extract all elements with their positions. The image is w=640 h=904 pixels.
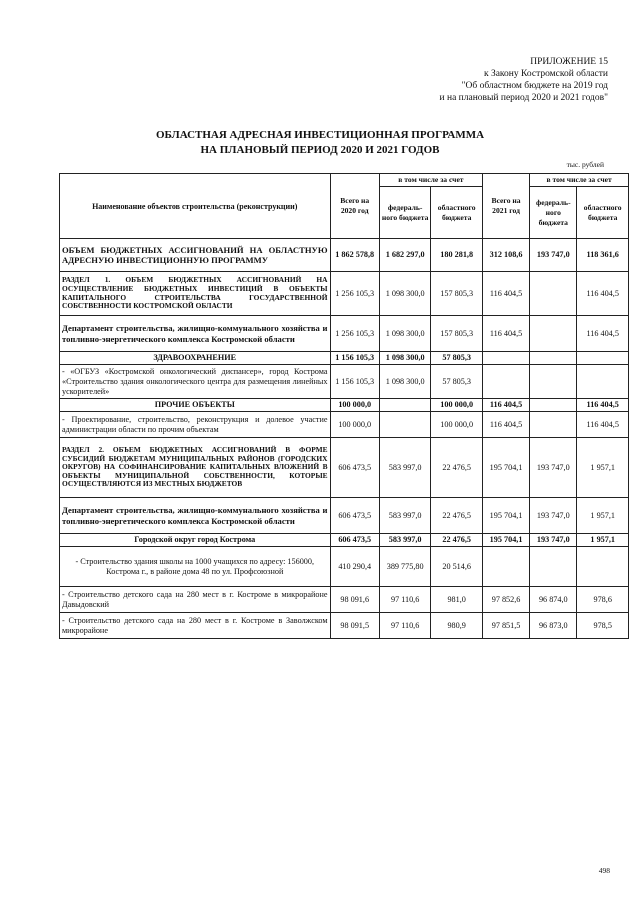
cell-federal-2021: 96 873,0 [530, 613, 577, 639]
header-federal-2021: федераль-ного бюджета [530, 187, 577, 239]
cell-regional-2021: 978,5 [577, 613, 629, 639]
cell-total-2020: 606 473,5 [330, 498, 379, 534]
cell-regional-2021: 116 404,5 [577, 412, 629, 438]
cell-total-2021: 116 404,5 [482, 316, 529, 352]
appendix-line-1: ПРИЛОЖЕНИЕ 15 [530, 57, 608, 67]
cell-regional-2020: 57 805,3 [431, 352, 483, 365]
cell-total-2021: 97 852,6 [482, 587, 529, 613]
cell-regional-2020: 980,9 [431, 613, 483, 639]
cell-federal-2021: 193 747,0 [530, 438, 577, 498]
cell-total-2020: 410 290,4 [330, 547, 379, 587]
cell-total-2021 [482, 365, 529, 399]
cell-federal-2021 [530, 272, 577, 316]
header-name: Наименование объектов строительства (реконструкции) [60, 174, 331, 239]
cell-federal-2020: 1 098 300,0 [379, 365, 431, 399]
cell-federal-2021: 193 747,0 [530, 498, 577, 534]
table-row [60, 239, 629, 272]
cell-regional-2021 [577, 547, 629, 587]
cell-total-2021 [482, 352, 529, 365]
row-name: - Строительство здания школы на 1000 учащихся по адресу: 156000, Кострома г., в районе дома 48 по ул. Профсоюзной [60, 547, 331, 587]
row-name: Департамент строительства, жилищно-коммунального хозяйства и топливно-энергетического комплекса Костромской области [60, 498, 331, 534]
row-name: - «ОГБУЗ «Костромской онкологический диспансер», город Кострома «Строительство здания онкологического центра для размещения линейных ускорителей» [60, 365, 331, 399]
cell-regional-2021 [577, 352, 629, 365]
appendix-line-4: и на плановый период 2020 и 2021 годов" [439, 93, 608, 103]
row-name: РАЗДЕЛ 2. ОБЪЕМ БЮДЖЕТНЫХ АССИГНОВАНИЙ В ФОРМЕ СУБСИДИЙ БЮДЖЕТАМ МУНИЦИПАЛЬНЫХ РАЙОНОВ (ГОРОДСКИХ ОКРУГОВ) НА СОФИНАНСИРОВАНИЕ КАПИТАЛЬНЫХ ВЛОЖЕНИЙ В ОБЪЕКТЫ МУНИЦИПАЛЬНОЙ СОБСТВЕННОСТИ, КОТОРЫЕ ОСУЩЕСТВЛЯЮТСЯ ИЗ МЕСТНЫХ БЮДЖЕТОВ [60, 438, 331, 498]
cell-regional-2021: 116 404,5 [577, 399, 629, 412]
cell-total-2020: 98 091,5 [330, 613, 379, 639]
cell-regional-2020: 981,0 [431, 587, 483, 613]
table-row [60, 412, 629, 438]
row-name: - Строительство детского сада на 280 мест в г. Костроме в микрорайоне Давыдовский [60, 587, 331, 613]
table-row [60, 547, 629, 587]
cell-regional-2021: 118 361,6 [577, 239, 629, 272]
row-name: - Проектирование, строительство, реконструкция и долевое участие администрации области по прочим объектам [60, 412, 331, 438]
table-row [60, 498, 629, 534]
cell-total-2020: 1 156 105,3 [330, 352, 379, 365]
cell-regional-2021: 1 957,1 [577, 534, 629, 547]
cell-federal-2020: 1 682 297,0 [379, 239, 431, 272]
units-label: тыс. рублей [566, 160, 604, 169]
cell-total-2021: 116 404,5 [482, 412, 529, 438]
table-row [60, 534, 629, 547]
table-row [60, 613, 629, 639]
investment-table [59, 173, 629, 639]
cell-total-2020: 1 156 105,3 [330, 365, 379, 399]
cell-regional-2021: 978,6 [577, 587, 629, 613]
cell-federal-2020: 583 997,0 [379, 498, 431, 534]
cell-total-2020: 1 862 578,8 [330, 239, 379, 272]
cell-total-2020: 100 000,0 [330, 412, 379, 438]
document-title [0, 128, 640, 158]
cell-regional-2020: 100 000,0 [431, 412, 483, 438]
header-federal-2020: федераль-ного бюджета [379, 187, 431, 239]
row-name: ПРОЧИЕ ОБЪЕКТЫ [60, 399, 331, 412]
cell-total-2021: 195 704,1 [482, 534, 529, 547]
cell-regional-2020: 20 514,6 [431, 547, 483, 587]
table-row [60, 438, 629, 498]
cell-total-2021: 116 404,5 [482, 399, 529, 412]
header-total-2020: Всего на 2020 год [330, 174, 379, 239]
header-regional-2020: областного бюджета [431, 187, 483, 239]
cell-total-2020: 606 473,5 [330, 534, 379, 547]
cell-federal-2021: 96 874,0 [530, 587, 577, 613]
cell-regional-2021: 1 957,1 [577, 438, 629, 498]
cell-federal-2021 [530, 316, 577, 352]
cell-total-2021: 195 704,1 [482, 498, 529, 534]
cell-regional-2020: 180 281,8 [431, 239, 483, 272]
title-line-1: ОБЛАСТНАЯ АДРЕСНАЯ ИНВЕСТИЦИОННАЯ ПРОГРАММА [155, 129, 485, 141]
cell-total-2021: 195 704,1 [482, 438, 529, 498]
cell-federal-2020: 1 098 300,0 [379, 316, 431, 352]
row-name: Департамент строительства, жилищно-коммунального хозяйства и топливно-энергетического комплекса Костромской области [60, 316, 331, 352]
row-name: Городской округ город Кострома [60, 534, 331, 547]
cell-federal-2021 [530, 412, 577, 438]
cell-total-2020: 100 000,0 [330, 399, 379, 412]
cell-total-2021 [482, 547, 529, 587]
cell-total-2020: 1 256 105,3 [330, 316, 379, 352]
cell-regional-2021: 1 957,1 [577, 498, 629, 534]
cell-total-2020: 98 091,6 [330, 587, 379, 613]
cell-regional-2021: 116 404,5 [577, 316, 629, 352]
cell-total-2021: 116 404,5 [482, 272, 529, 316]
cell-federal-2020: 583 997,0 [379, 438, 431, 498]
cell-total-2021: 312 108,6 [482, 239, 529, 272]
cell-federal-2020 [379, 412, 431, 438]
cell-regional-2020: 157 805,3 [431, 272, 483, 316]
cell-federal-2020: 583 997,0 [379, 534, 431, 547]
table-row [60, 365, 629, 399]
row-name: РАЗДЕЛ 1. ОБЪЕМ БЮДЖЕТНЫХ АССИГНОВАНИЙ НА ОСУЩЕСТВЛЕНИЕ БЮДЖЕТНЫХ ИНВЕСТИЦИЙ В ОБЪЕКТЫ КАПИТАЛЬНОГО СТРОИТЕЛЬСТВА ГОСУДАРСТВЕННОЙ СОБСТВЕННОСТИ КОСТРОМСКОЙ ОБЛАСТИ [60, 272, 331, 316]
header-including-2020: в том числе за счет [379, 174, 482, 187]
title-line-2: НА ПЛАНОВЫЙ ПЕРИОД 2020 И 2021 ГОДОВ [200, 144, 440, 156]
cell-federal-2020: 1 098 300,0 [379, 352, 431, 365]
cell-regional-2020: 22 476,5 [431, 438, 483, 498]
cell-federal-2021 [530, 547, 577, 587]
header-regional-2021: областного бюджета [577, 187, 629, 239]
cell-federal-2020: 1 098 300,0 [379, 272, 431, 316]
cell-regional-2020: 22 476,5 [431, 534, 483, 547]
cell-federal-2021 [530, 352, 577, 365]
cell-federal-2021: 193 747,0 [530, 534, 577, 547]
cell-regional-2021: 116 404,5 [577, 272, 629, 316]
appendix-line-2: к Закону Костромской области [483, 69, 608, 79]
cell-total-2020: 606 473,5 [330, 438, 379, 498]
cell-federal-2021 [530, 399, 577, 412]
table-row [60, 399, 629, 412]
cell-total-2021: 97 851,5 [482, 613, 529, 639]
table-row [60, 352, 629, 365]
row-name: - Строительство детского сада на 280 мест в г. Костроме в Заволжском микрорайоне [60, 613, 331, 639]
cell-federal-2020 [379, 399, 431, 412]
cell-regional-2020: 157 805,3 [431, 316, 483, 352]
appendix-header [328, 56, 608, 104]
row-name: ОБЪЕМ БЮДЖЕТНЫХ АССИГНОВАНИЙ НА ОБЛАСТНУЮ АДРЕСНУЮ ИНВЕСТИЦИОННУЮ ПРОГРАММУ [60, 239, 331, 272]
table-row [60, 587, 629, 613]
cell-federal-2021: 193 747,0 [530, 239, 577, 272]
header-total-2021: Всего на 2021 год [482, 174, 529, 239]
cell-federal-2020: 97 110,6 [379, 587, 431, 613]
page-number: 498 [598, 866, 610, 875]
cell-regional-2020: 57 805,3 [431, 365, 483, 399]
cell-regional-2020: 22 476,5 [431, 498, 483, 534]
header-including-2021: в том числе за счет [530, 174, 629, 187]
cell-federal-2020: 389 775,80 [379, 547, 431, 587]
row-name: ЗДРАВООХРАНЕНИЕ [60, 352, 331, 365]
table-row [60, 272, 629, 316]
appendix-line-3: "Об областном бюджете на 2019 год [461, 81, 608, 91]
cell-regional-2020: 100 000,0 [431, 399, 483, 412]
cell-total-2020: 1 256 105,3 [330, 272, 379, 316]
cell-federal-2020: 97 110,6 [379, 613, 431, 639]
cell-regional-2021 [577, 365, 629, 399]
table-row [60, 316, 629, 352]
cell-federal-2021 [530, 365, 577, 399]
